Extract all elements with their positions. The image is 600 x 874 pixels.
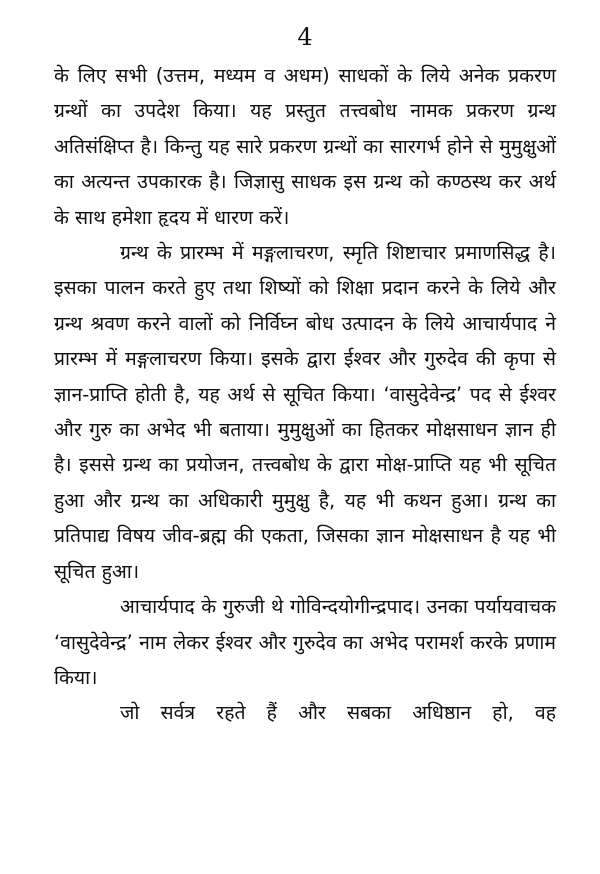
- paragraph-3: आचार्यपाद के गुरुजी थे गोविन्दयोगीन्द्रपाद। उनका पर्यायवाचक ‘वासुदेवेन्द्र’ नाम लेकर ईश्वर और गुरुदेव का अभेद परामर्श करके प्रणाम किया।: [54, 595, 556, 689]
- paragraph-4: जो सर्वत्र रहते हैं और सबका अधिष्ठान हो, वह: [120, 701, 556, 725]
- paragraph-1: के लिए सभी (उत्तम, मध्यम व अधम) साधकों के लिये अनेक प्रकरण ग्रन्थों का उपदेश किया। यह प्रस्तुत तत्त्वबोध नामक प्रकरण ग्रन्थ अतिसंक्षिप्त है। किन्तु यह सारे प्रकरण ग्रन्थों का सारगर्भ होने से मुमुक्षुओं का अत्यन्त उपकारक है। जिज्ञासु साधक इस ग्रन्थ को कण्ठस्थ कर अर्थ के साथ हमेशा हृदय में धारण करें।: [54, 64, 556, 229]
- page-number: 4: [297, 23, 313, 51]
- paragraph-2: ग्रन्थ के प्रारम्भ में मङ्गलाचरण, स्मृति शिष्टाचार प्रमाणसिद्ध है। इसका पालन करते हुए तथा शिष्यों को शिक्षा प्रदान करने के लिये और ग्रन्थ श्रवण करने वालों को निर्विघ्न बोध उत्पादन के लिये आचार्यपाद ने प्रारम्भ में मङ्गलाचरण किया। इसके द्वारा ईश्वर और गुरुदेव की कृपा से ज्ञान-प्राप्ति होती है, यह अर्थ से सूचित किया। ‘वासुदेवेन्द्र’ पद से ईश्वर और गुरु का अभेद भी बताया। मुमुक्षुओं का हितकर मोक्षसाधन ज्ञान ही है। इससे ग्रन्थ का प्रयोजन, तत्त्वबोध के द्वारा मोक्ष-प्राप्ति यह भी सूचित हुआ और ग्रन्थ का अधिकारी मुमुक्षु है, यह भी कथन हुआ। ग्रन्थ का प्रतिपाद्य विषय जीव-ब्रह्म की एकता, जिसका ज्ञान मोक्षसाधन है यह भी सूचित हुआ।: [54, 241, 556, 583]
